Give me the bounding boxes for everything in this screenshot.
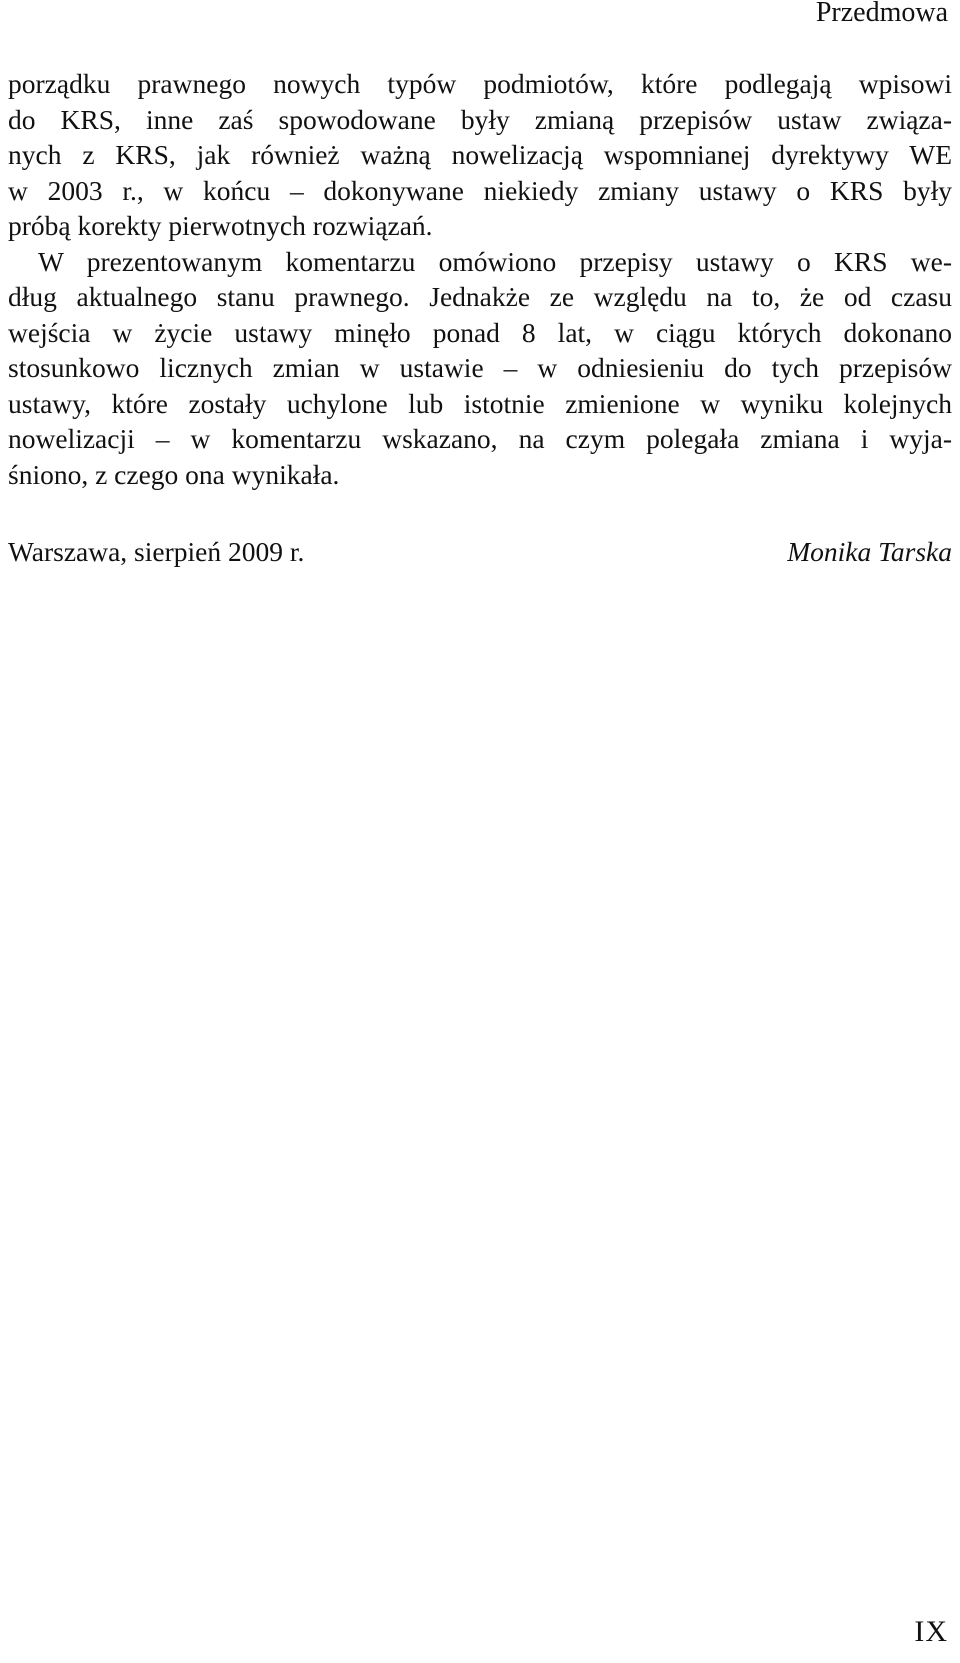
text-line: W prezentowanym komentarzu omówiono przepisy ustawy o KRS we- <box>38 245 952 277</box>
text-line: porządku prawnego nowych typów podmiotów, które podlegają wpisowi <box>8 68 952 99</box>
text-line: do KRS, inne zaś spowodowane były zmianą przepisów ustaw związa- <box>8 103 952 135</box>
text-line: śniono, z czego ona wynikała. <box>8 458 340 490</box>
text-line: dług aktualnego stanu prawnego. Jednakże ze względu na to, że od czasu <box>8 281 952 312</box>
text-line: wejścia w życie ustawy minęło ponad 8 lat, w ciągu których dokonano <box>8 316 952 348</box>
text-line: próbą korekty pierwotnych rozwiązań. <box>8 210 433 241</box>
page-number: IX <box>914 1615 948 1648</box>
signature-row <box>8 534 952 570</box>
text-line: stosunkowo licznych zmian w ustawie – w odniesieniu do tych przepisów <box>8 352 952 383</box>
running-header-title: Przedmowa <box>815 0 948 28</box>
author-name: Monika Tarska <box>787 536 952 567</box>
text-line: nych z KRS, jak również ważną nowelizacją wspomnianej dyrektywy WE <box>8 139 952 170</box>
text-line: ustawy, które zostały uchylone lub istotnie zmienione w wyniku kolejnych <box>8 387 952 419</box>
text-line: nowelizacji – w komentarzu wskazano, na czym polegała zmiana i wyja- <box>8 423 952 454</box>
preface-body <box>8 66 952 492</box>
place-date: Warszawa, sierpień 2009 r. <box>8 536 305 567</box>
text-line: w 2003 r., w końcu – dokonywane niekiedy zmiany ustawy o KRS były <box>8 174 952 206</box>
